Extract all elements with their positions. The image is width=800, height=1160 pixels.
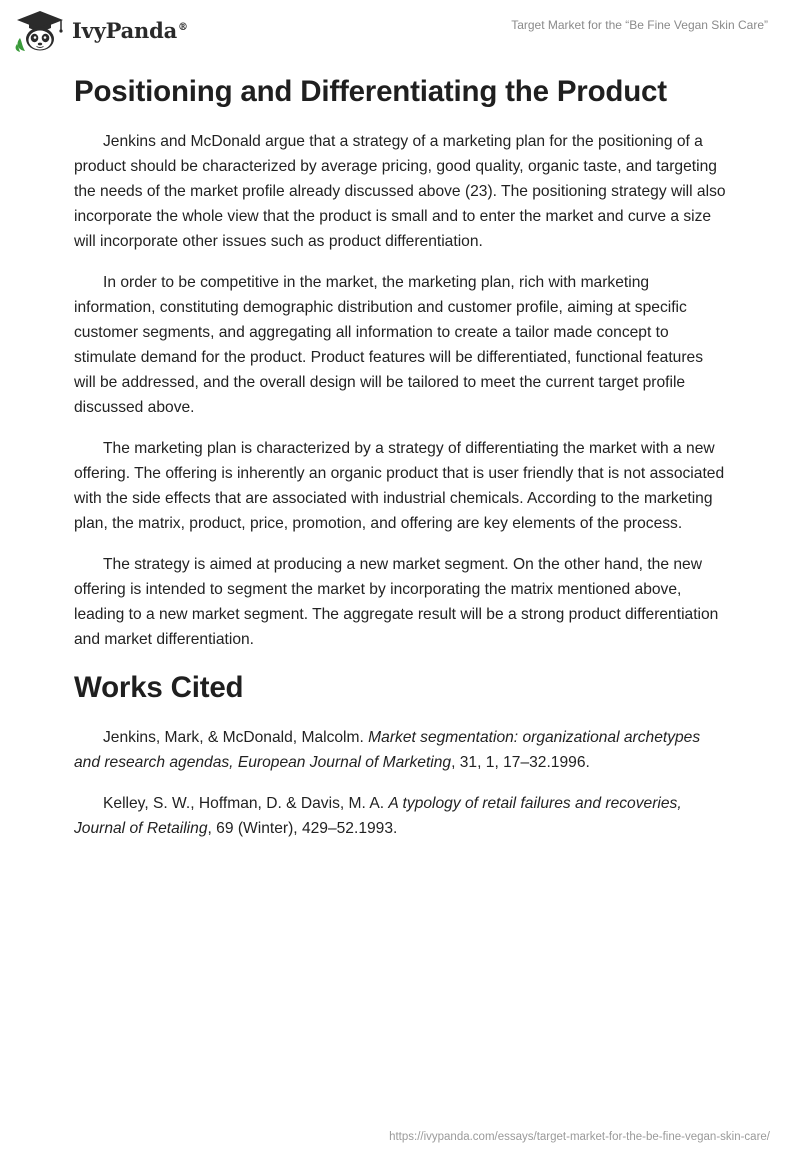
- essay-content: [74, 68, 726, 841]
- body-paragraph: In order to be competitive in the market, the marketing plan, rich with marketing information, constituting demographic distribution and customer profile, aiming at specific customer segments, and aggregating all information to create a tailor made concept to stimulate demand for the product. Product features will be differentiated, functional features will be addressed, and the overall design will be tailored to meet the current target profile discussed above.: [74, 274, 704, 417]
- section-heading-works-cited: Works Cited: [74, 671, 244, 705]
- body-paragraph: The marketing plan is characterized by a strategy of differentiating the market with a new offering. The offering is inherently an organic product that is user friendly that is not associated with the side effects that are associated with industrial chemicals. According to the marketing plan, the matrix, product, price, promotion, and offering are key elements of the process.: [74, 440, 725, 533]
- citation-title: A typology of retail failures and recoveries, Journal of Retailing: [74, 794, 682, 837]
- citation-authors: Kelley, S. W., Hoffman, D. & Davis, M. A.: [103, 794, 389, 812]
- citation-entry: [74, 791, 726, 841]
- source-url[interactable]: https://ivypanda.com/essays/target-market-for-the-be-fine-vegan-skin-care/: [389, 1131, 770, 1143]
- citation-entry: [74, 725, 726, 775]
- document-title: Target Market for the “Be Fine Vegan Skin Care”: [511, 18, 768, 32]
- citation-details: , 69 (Winter), 429–52.1993.: [207, 819, 398, 837]
- positioning-body: [74, 129, 726, 652]
- body-paragraph: Jenkins and McDonald argue that a strategy of a marketing plan for the positioning of a product should be characterized by average pricing, good quality, organic taste, and targeting the needs of the market profile already discussed above (23). The positioning strategy will also incorporate the whole view that the product is small and to enter the market and curve a size will incorporate other issues such as product differentiation.: [74, 133, 726, 251]
- citation-authors: Jenkins, Mark, & McDonald, Malcolm.: [103, 728, 369, 746]
- citation-title: Market segmentation: organizational archetypes and research agendas, European Journal of Marketing: [74, 728, 701, 771]
- works-cited-list: [74, 725, 726, 841]
- brand-name: IvyPanda®: [72, 17, 188, 43]
- section-heading-positioning: Positioning and Differentiating the Product: [74, 75, 667, 108]
- page-header: [0, 0, 800, 60]
- panda-graduation-cap-icon: [14, 8, 66, 52]
- body-paragraph: The strategy is aimed at producing a new market segment. On the other hand, the new offering is intended to segment the market by incorporating the matrix mentioned above, leading to a new market segment. The aggregate result will be a strong product differentiation and market differentiation.: [74, 556, 719, 649]
- ivypanda-logo[interactable]: [14, 8, 188, 52]
- citation-details: , 31, 1, 17–32.1996.: [451, 753, 590, 771]
